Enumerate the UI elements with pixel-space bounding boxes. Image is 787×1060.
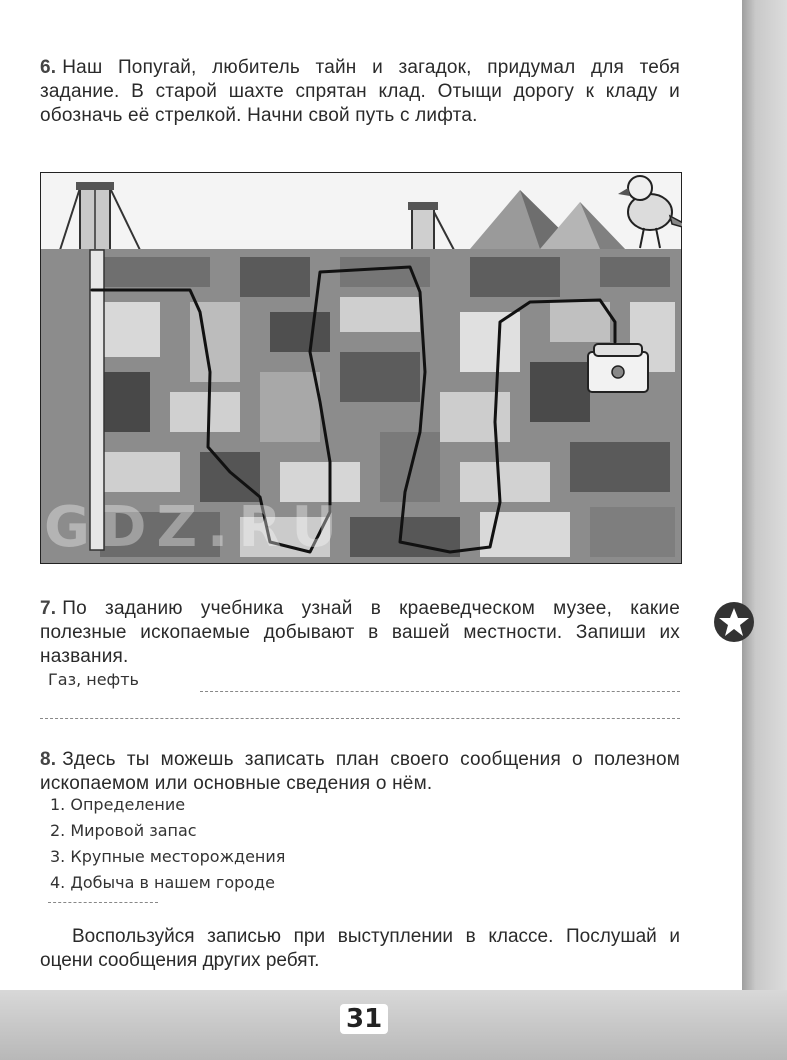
- task-number: 7.: [40, 598, 57, 619]
- task-text: Здесь ты можешь записать план своего сообщения о полезном ископаемом или основные сведения о нём.: [40, 749, 680, 794]
- task-number: 8.: [40, 749, 57, 770]
- page-margin-right: [742, 0, 787, 1060]
- closing-text: Воспользуйся записью при выступлении в классе. Послушай и оцени сообщения других ребят.: [40, 926, 680, 971]
- task-7: [40, 597, 680, 669]
- mine-maze-illustration: [40, 172, 682, 564]
- watermark: GDZ.RU: [44, 495, 347, 560]
- page-number: 31: [340, 1004, 388, 1034]
- task-6: [40, 56, 680, 128]
- star-badge-icon: [712, 600, 756, 644]
- answer-line: [40, 718, 680, 719]
- answer-line: [48, 902, 158, 903]
- plan-item: 3. Крупные месторождения: [50, 847, 286, 866]
- treasure-chest-icon: [588, 344, 648, 392]
- elevator-shaft: [90, 250, 104, 550]
- task-text: Наш Попугай, любитель тайн и загадок, придумал для тебя задание. В старой шахте спрятан клад. Отыщи дорогу к кладу и обозначь её стрелкой. Начни свой путь с лифта.: [40, 57, 680, 126]
- page-bottom-band: [0, 990, 787, 1060]
- task-text: По заданию учебника узнай в краеведческом музее, какие полезные ископаемые добывают в вашей местности. Запиши их названия.: [40, 598, 680, 667]
- plan-item: 4. Добыча в нашем городе: [50, 873, 275, 892]
- task-7-answer: Газ, нефть: [48, 670, 139, 689]
- plan-item: 2. Мировой запас: [50, 821, 197, 840]
- task-8: [40, 748, 680, 796]
- answer-line: [200, 691, 680, 692]
- plan-item: 1. Определение: [50, 795, 186, 814]
- task-number: 6.: [40, 57, 57, 78]
